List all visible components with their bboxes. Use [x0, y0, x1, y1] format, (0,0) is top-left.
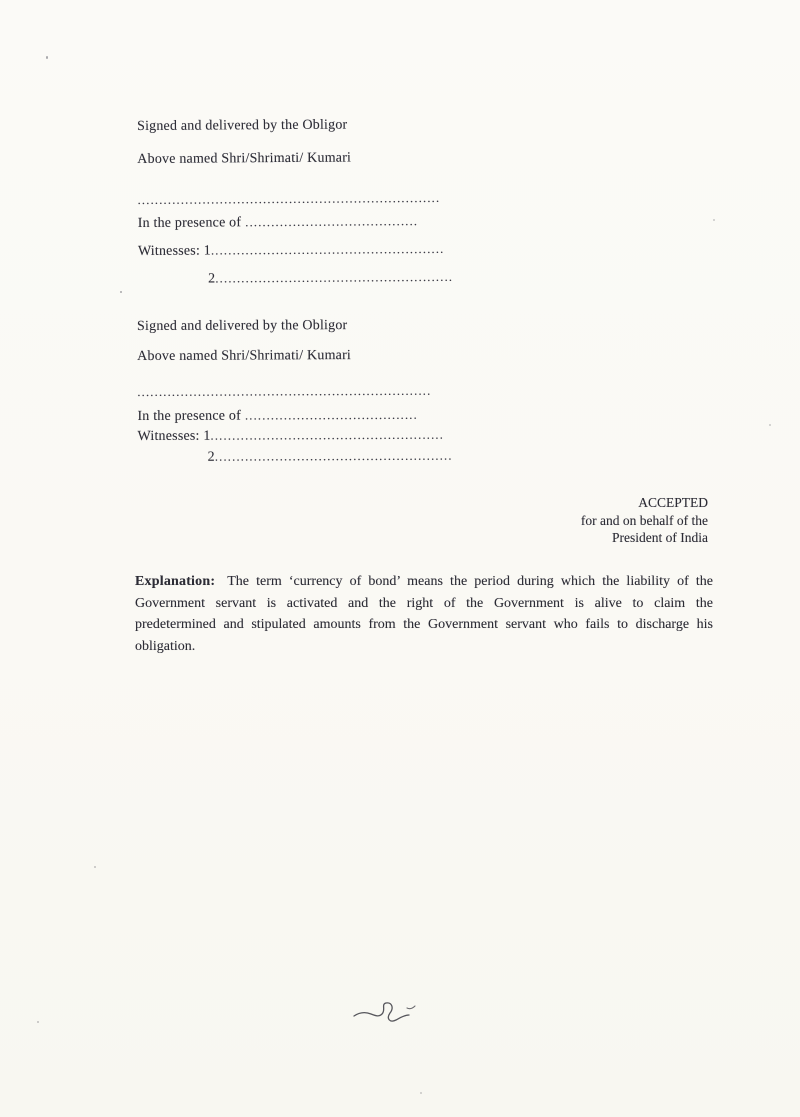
- accepted-president-line: President of India: [612, 530, 708, 545]
- presence-label: In the presence of: [137, 215, 242, 231]
- signature-dotted-line: ....................................................................: [137, 383, 432, 399]
- noise-speck: [713, 219, 715, 221]
- witness1-label: Witnesses: 1: [137, 243, 211, 259]
- noise-speck: [769, 424, 771, 426]
- noise-speck: [120, 291, 122, 293]
- witness1-dotted-line: ......................................................: [210, 241, 445, 258]
- witness2-dotted-line: .......................................................: [215, 269, 454, 286]
- witness2-label: 2: [208, 271, 216, 287]
- signature-block-2: [0, 316, 800, 465]
- witness1-dotted-line: ......................................................: [210, 427, 445, 443]
- noise-speck: [94, 866, 96, 868]
- noise-speck: [37, 1021, 39, 1023]
- witness1-line: [138, 242, 445, 260]
- signed-obligor-line: Signed and delivered by the Obligor: [137, 318, 348, 334]
- accepted-heading: ACCEPTED: [638, 495, 708, 510]
- presence-dotted-line: ........................................: [244, 407, 418, 423]
- noise-speck: [46, 56, 48, 59]
- witness1-line: [137, 428, 444, 445]
- noise-speck: [420, 1092, 422, 1094]
- signature-dotted-line: ......................................................................: [137, 190, 441, 207]
- explanation-paragraph: [135, 571, 713, 657]
- presence-line: [138, 214, 419, 232]
- signed-obligor-line: Signed and delivered by the Obligor: [137, 117, 348, 134]
- explanation-text: The term ‘currency of bond’ means the period during which the liability of the Government servant is activated and the right of the Government is alive to claim the predetermined and stipulated amounts from the Government servant who fails to discharge his obligation.: [135, 574, 713, 654]
- witness1-label: Witnesses: 1: [137, 428, 211, 444]
- explanation-label: Explanation:: [135, 574, 216, 589]
- signature-block-1: [0, 114, 800, 287]
- presence-dotted-line: ........................................: [245, 214, 419, 230]
- presence-line: [137, 408, 418, 425]
- accepted-behalf-line: for and on behalf of the: [580, 512, 708, 528]
- above-named-line: Above named Shri/Shrimati/ Kumari: [137, 348, 352, 364]
- witness2-label: 2: [207, 449, 215, 465]
- witness2-line: [208, 270, 453, 288]
- accepted-block: [581, 494, 708, 547]
- squiggle-icon: [352, 1000, 418, 1026]
- handwritten-signature-mark: [352, 1000, 418, 1031]
- presence-label: In the presence of: [137, 408, 241, 424]
- above-named-line: Above named Shri/Shrimati/ Kumari: [137, 150, 352, 167]
- witness2-dotted-line: .......................................................: [214, 448, 453, 464]
- witness2-line: [208, 449, 453, 466]
